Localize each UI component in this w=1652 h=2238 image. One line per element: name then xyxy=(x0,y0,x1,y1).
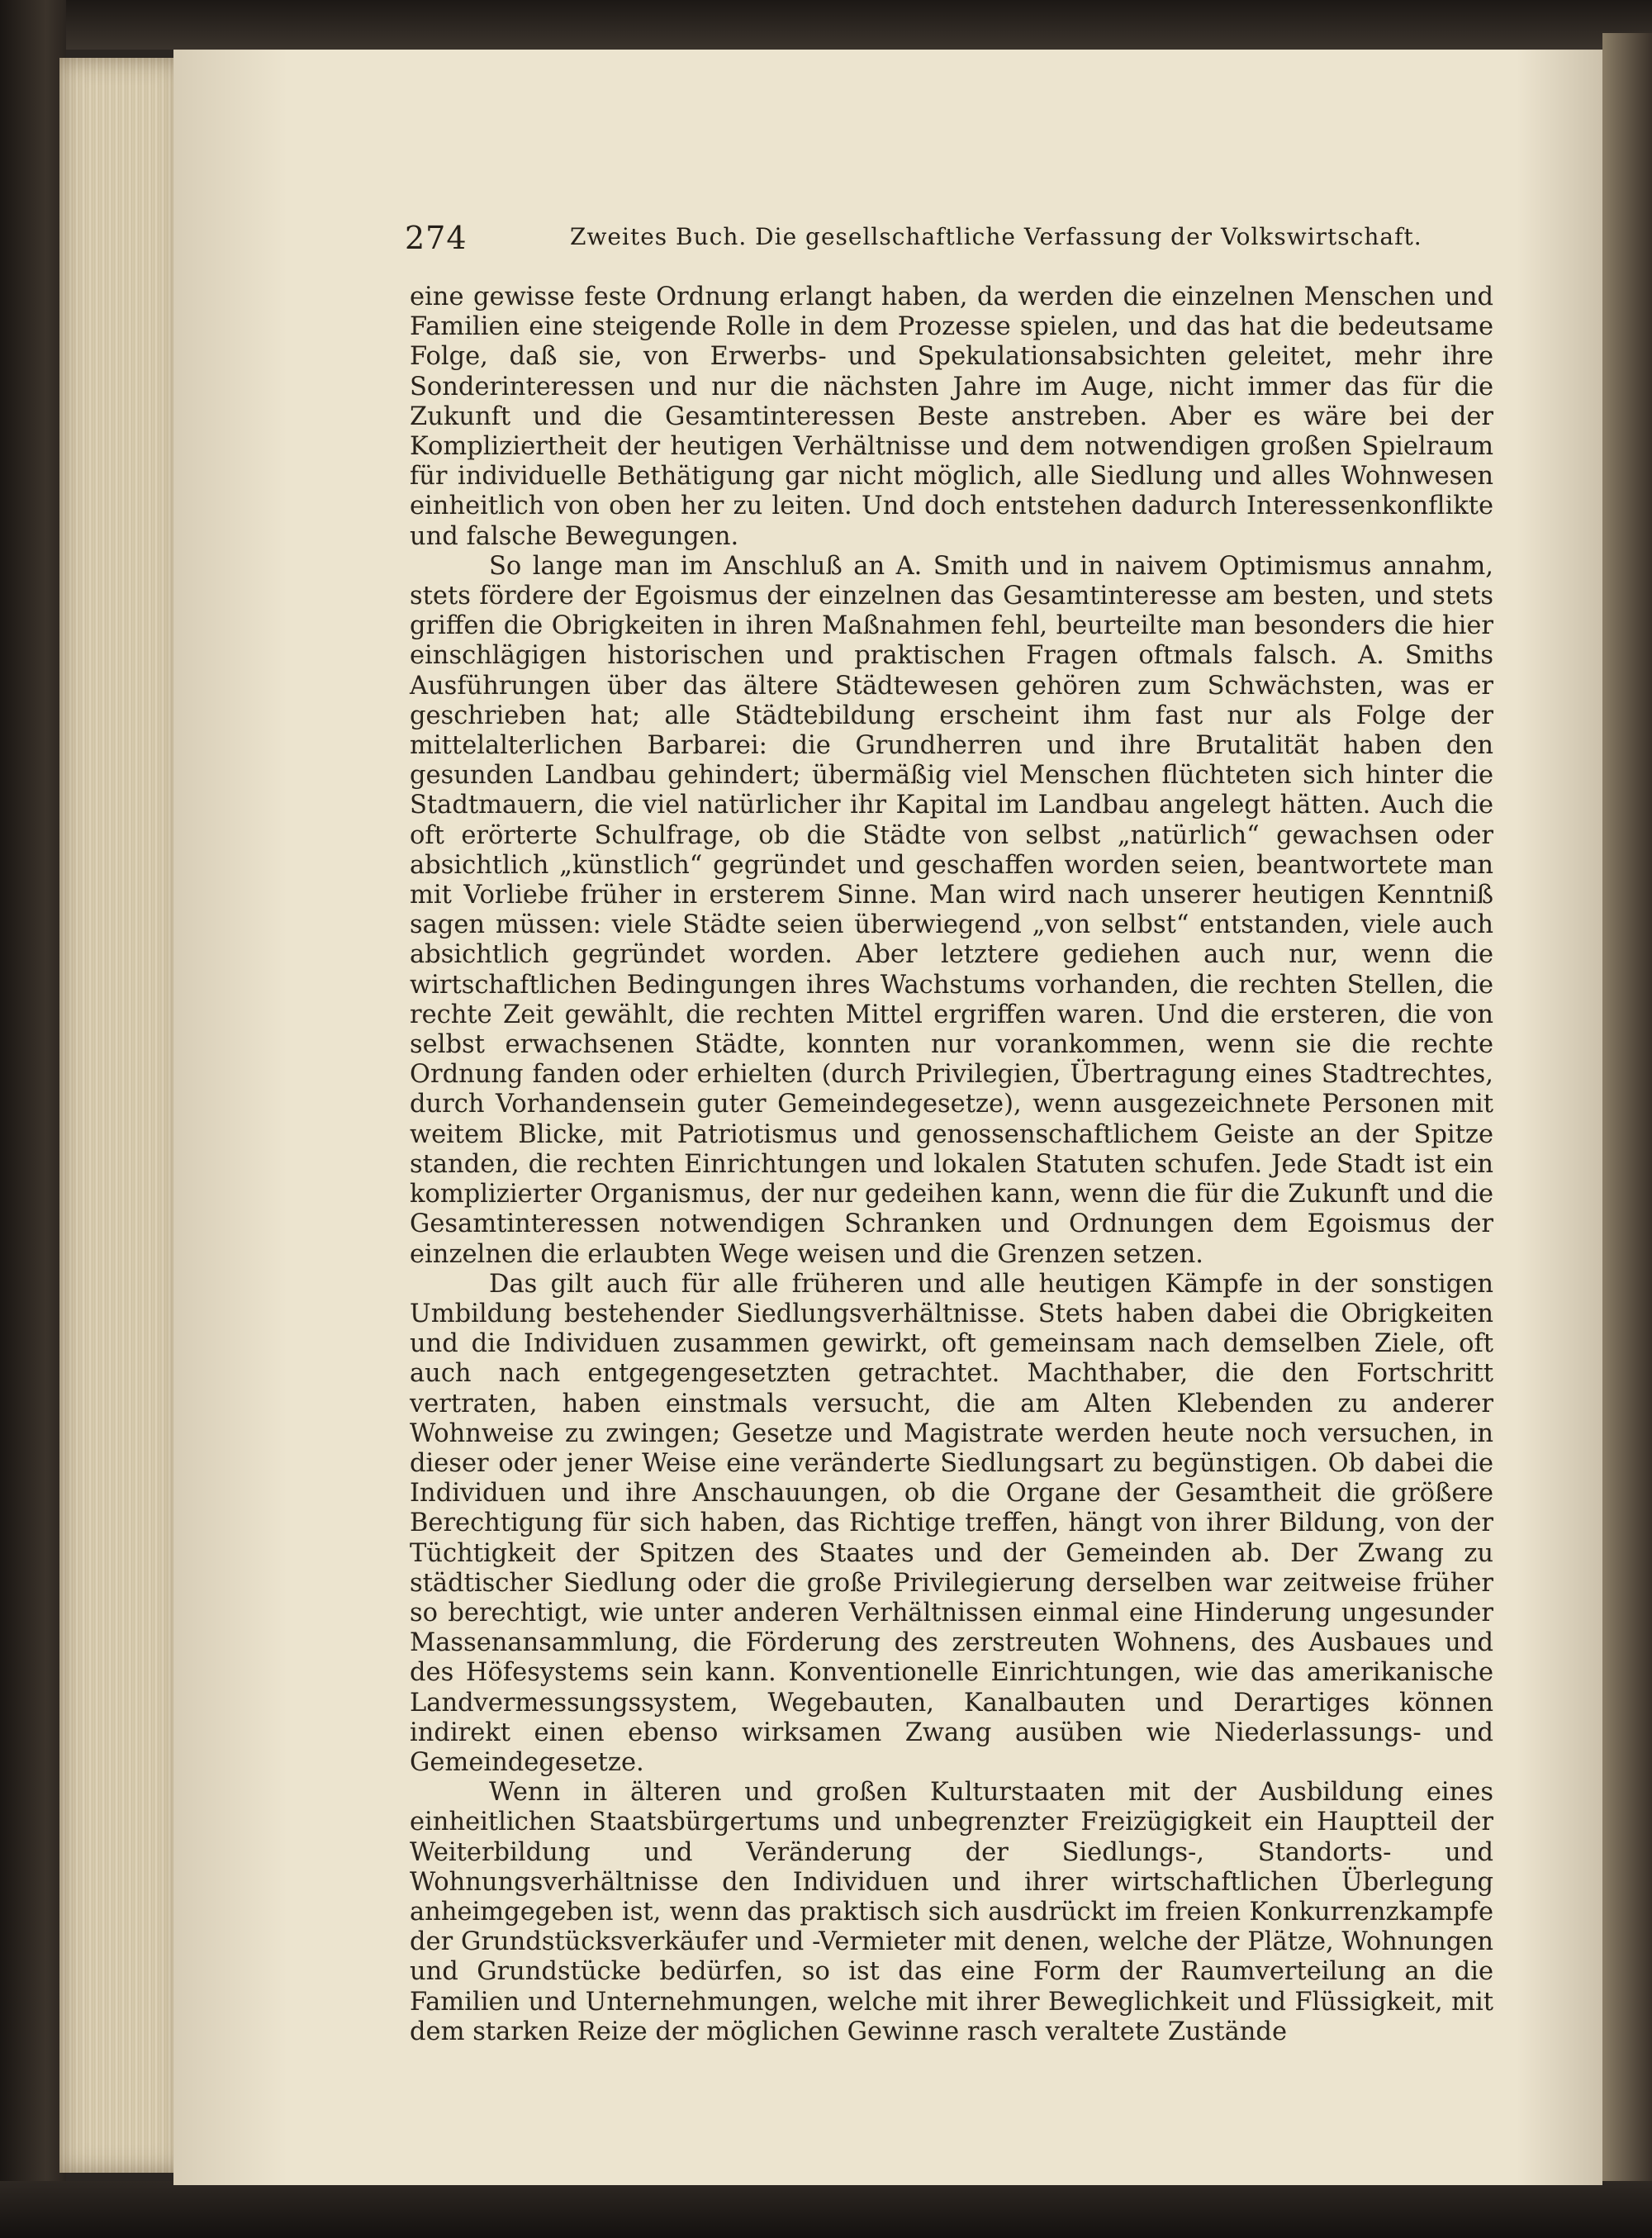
book-cover-top xyxy=(0,0,1652,50)
page-stack-edges xyxy=(59,58,183,2173)
book-spine xyxy=(0,0,66,2238)
facing-page-edge xyxy=(1602,33,1652,2198)
paragraph: eine gewisse feste Ordnung erlangt haben, da werden die einzelnen Menschen und Familien eine steigende Rolle in dem Prozesse spielen, und das hat die bedeutsame Folge, daß sie, von Erwerbs- und Spekulationsabsichten geleitet, mehr ihre Sonderinteressen und nur die nächsten Jahre im Auge, nicht immer das für die Zukunft und die Gesamtinteressen Beste anstreben. Aber es wäre bei der Kompliziertheit der heutigen Verhältnisse und dem notwendigen großen Spielraum für individuelle Bethätigung gar nicht möglich, alle Siedlung und alles Wohnwesen einheitlich von oben her zu leiten. Und doch entstehen dadurch Interessenkonflikte und falsche Bewegungen. xyxy=(410,283,1493,551)
page-number: 274 xyxy=(405,220,468,256)
page-header xyxy=(405,216,1487,266)
book-cover-bottom xyxy=(0,2181,1652,2238)
paragraph: Das gilt auch für alle früheren und alle heutigen Kämpfe in der sonstigen Umbildung bestehender Siedlungsverhältnisse. Stets haben dabei die Obrigkeiten und die Individuen zusammen gewirkt, oft gemeinsam nach demselben Ziele, oft auch nach entgegengesetzten getrachtet. Machthaber, die den Fortschritt vertraten, haben einstmals versucht, die am Alten Klebenden zu anderer Wohnweise zu zwingen; Gesetze und Magistrate werden heute noch versuchen, in dieser oder jener Weise eine veränderte Siedlungsart zu begünstigen. Ob dabei die Individuen und ihre Anschauungen, ob die Organe der Gesamtheit die größere Berechtigung für sich haben, das Richtige treffen, hängt von ihrer Bildung, von der Tüchtigkeit der Spitzen des Staates und der Gemeinden ab. Der Zwang zu städtischer Siedlung oder die große Privilegierung derselben war zeitweise früher so berechtigt, wie unter anderen Verhältnissen einmal eine Hinderung ungesunder Massenansammlung, die Förderung des zerstreuten Wohnens, des Ausbaues und des Höfesystems sein kann. Konventionelle Einrichtungen, wie das amerikanische Landvermessungssystem, Wegebauten, Kanalbauten und Derartiges können indirekt einen ebenso wirksamen Zwang ausüben wie Niederlassungs- und Gemeindegesetze. xyxy=(410,1269,1493,1777)
paragraph: Wenn in älteren und großen Kulturstaaten mit der Ausbildung eines einheitlichen Staatsbürgertums und unbegrenzter Freizügigkeit ein Hauptteil der Weiterbildung und Veränderung der Siedlungs-, Standorts- und Wohnungsverhältnisse den Individuen und ihrer wirtschaftlichen Überlegung anheimgegeben ist, wenn das praktisch sich ausdrückt im freien Konkurrenzkampfe der Grundstücksverkäufer und -Vermieter mit denen, welche der Plätze, Wohnungen und Grundstücke bedürfen, so ist das eine Form der Raumverteilung an die Familien und Unternehmungen, welche mit ihrer Beweglichkeit und Flüssigkeit, mit dem starken Reize der möglichen Gewinne rasch veraltete Zustände xyxy=(410,1778,1493,2046)
body-text xyxy=(410,283,1493,2047)
running-head: Zweites Buch. Die gesellschaftliche Verfassung der Volkswirtschaft. xyxy=(570,223,1422,250)
paragraph: So lange man im Anschluß an A. Smith und in naivem Optimismus annahm, stets fördere der Egoismus der einzelnen das Gesamtinteresse am besten, und stets griffen die Obrigkeiten in ihren Maßnahmen fehl, beurteilte man besonders die hier einschlägigen historischen und praktischen Fragen oftmals falsch. A. Smiths Ausführungen über das ältere Städtewesen gehören zum Schwächsten, was er geschrieben hat; alle Städtebildung erscheint ihm fast nur als Folge der mittelalterlichen Barbarei: die Grundherren und ihre Brutalität haben den gesunden Landbau gehindert; übermäßig viel Menschen flüchteten sich hinter die Stadtmauern, die viel natürlicher ihr Kapital im Landbau angelegt hätten. Auch die oft erörterte Schulfrage, ob die Städte von selbst „natürlich“ gewachsen oder absichtlich „künstlich“ gegründet und geschaffen worden seien, beantwortete man mit Vorliebe früher in ersterem Sinne. Man wird nach unserer heutigen Kenntniß sagen müssen: viele Städte seien überwiegend „von selbst“ entstanden, viele auch absichtlich gegründet worden. Aber letztere gediehen auch nur, wenn die wirtschaftlichen Bedingungen ihres Wachstums vorhanden, die rechten Stellen, die rechte Zeit gewählt, die rechten Mittel ergriffen waren. Und die ersteren, die von selbst erwachsenen Städte, konnten nur vorankommen, wenn sie die rechte Ordnung fanden oder erhielten (durch Privilegien, Übertragung eines Stadtrechtes, durch Vorhandensein guter Gemeindegesetze), wenn ausgezeichnete Personen mit weitem Blicke, mit Patriotismus und genossenschaftlichem Geiste an der Spitze standen, die rechten Einrichtungen und lokalen Statuten schufen. Jede Stadt ist ein komplizierter Organismus, der nur gedeihen kann, wenn die für die Zukunft und die Gesamtinteressen notwendigen Schranken und Ordnungen dem Egoismus der einzelnen die erlaubten Wege weisen und die Grenzen setzen. xyxy=(410,551,1493,1269)
